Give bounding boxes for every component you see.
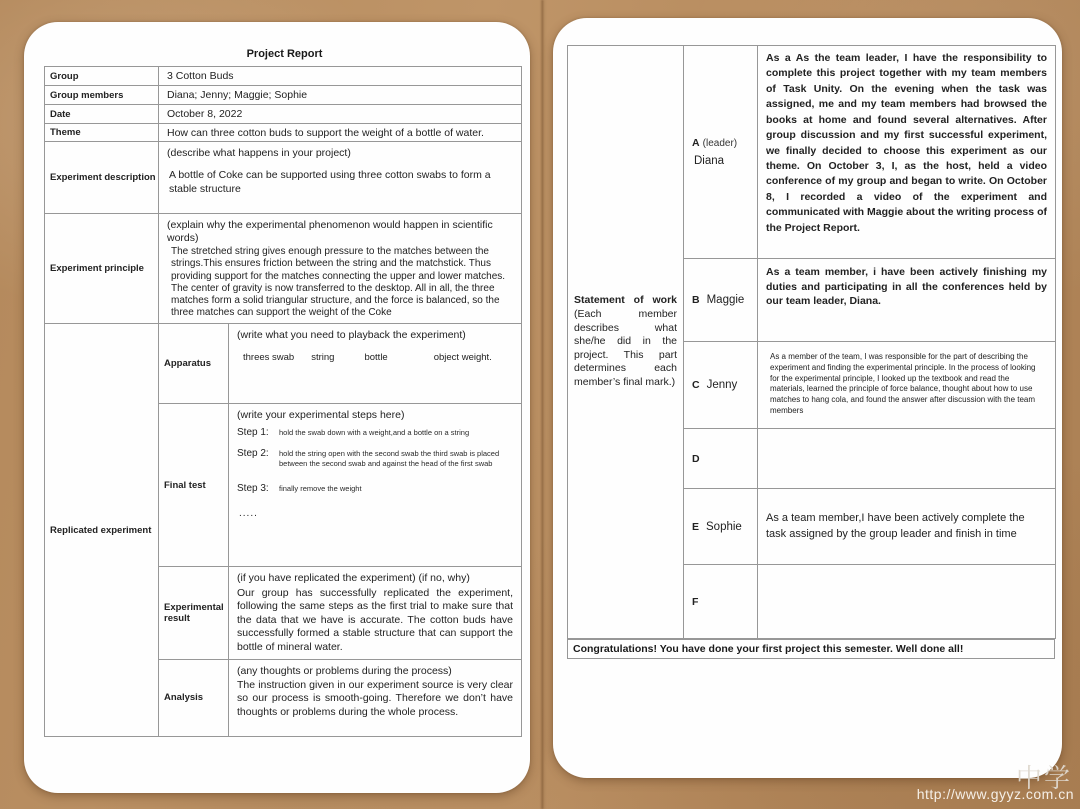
step-label: Step 2:: [237, 448, 269, 459]
member-statement-c: As a member of the team, I was responsible for the part of describing the experiment and finding the experimental principle. In the process of looking for the experimental principle, I looked up the textbook and read the materials, learned the principle of force balance, thought about how to use matches to hang cola, and found the answer after discussion with the team members: [758, 342, 1056, 429]
result-hint: (if you have replicated the experiment) (if no, why): [237, 572, 470, 585]
description-text: A bottle of Coke can be supported using three cotton swabs to form a stable structure: [169, 169, 491, 195]
experiment-principle-cell: [159, 214, 522, 324]
experiment-description-cell: [159, 142, 522, 214]
member-name: Sophie: [706, 520, 742, 533]
member-cell-d: [684, 429, 758, 489]
member-name: Jenny: [706, 379, 738, 391]
member-letter: E: [692, 520, 700, 533]
experimental-result-label: Experimental result: [159, 567, 229, 659]
table-row: [45, 142, 522, 214]
member-letter: C: [692, 379, 700, 391]
experimental-result-cell: [229, 567, 522, 659]
date-label: Date: [45, 105, 159, 124]
member-name: Diana: [694, 155, 725, 167]
table-row: [45, 324, 522, 404]
member-name: Maggie: [706, 294, 745, 306]
steps-ellipsis: .....: [239, 507, 258, 519]
theme-value: How can three cotton buds to support the weight of a bottle of water.: [159, 124, 522, 142]
member-statement-f: [758, 565, 1056, 639]
group-members-value: Diana; Jenny; Maggie; Sophie: [159, 86, 522, 105]
apparatus-item: string: [311, 351, 335, 363]
member-letter: F: [692, 595, 699, 608]
page-title: Project Report: [246, 48, 323, 60]
member-role: (leader): [702, 138, 738, 149]
member-statement-d: [758, 429, 1056, 489]
congratulations-banner: Congratulations! You have done your first project this semester. Well done all!: [567, 639, 1055, 659]
description-hint: (describe what happens in your project): [167, 147, 351, 159]
school-watermark: 中学: [1016, 764, 1073, 794]
member-cell-a: [684, 46, 758, 259]
member-statement-b: As a team member, i have been actively finishing my duties and participating in all the conferences held by our team leader, Diana.: [758, 259, 1056, 342]
table-row: [45, 124, 522, 142]
report-page-left: [24, 22, 530, 793]
member-cell-c: [684, 342, 758, 429]
table-row: [45, 214, 522, 324]
apparatus-items: [237, 352, 513, 364]
member-cell-e: [684, 489, 758, 565]
apparatus-item: threes swab: [243, 351, 295, 363]
member-statement-a: As a As the team leader, I have the responsibility to complete this project together with my team members of Task Unity. On the evening when the task was assigned, me and my team members had browsed the books at home and found several alternatives. After group discussion and my first successful experiment, we finally decided to choose this experiment as our theme. On October 3, I, as the host, held a video conference of my group and began to write. On October 8, I recorded a video of the experiment and communicated with Maggie about the writing process of the Project Report.: [758, 46, 1056, 259]
member-letter: A: [692, 137, 700, 149]
apparatus-item: object weight.: [433, 351, 492, 363]
member-letter: B: [692, 294, 700, 306]
member-cell-b: [684, 259, 758, 342]
member-statement-e: As a team member,I have been actively complete the task assigned by the group leader and finish in time: [758, 489, 1056, 565]
step-text: finally remove the weight: [279, 484, 362, 494]
experiment-step: [237, 483, 513, 496]
group-label: Group: [45, 67, 159, 86]
table-row: [45, 105, 522, 124]
paper-fold-crease: [540, 0, 546, 809]
apparatus-hint: (write what you need to playback the experiment): [237, 329, 466, 342]
experiment-step: [237, 448, 513, 469]
theme-label: Theme: [45, 124, 159, 142]
report-page-right: [553, 18, 1062, 778]
final-test-hint: (write your experimental steps here): [237, 409, 405, 422]
step-text: hold the string open with the second swab the third swab is placed between the second swab and against the head of the first swab: [279, 449, 500, 469]
table-row: [45, 86, 522, 105]
statement-title: Statement of work: [574, 294, 677, 307]
principle-text: The stretched string gives enough pressure to the matches between the strings.This ensures friction between the string and the matchstick. Thus providing support for the matches connecting the upper and lower matches. The center of gravity is now transferred to the desktop. All in all, the three matches form a solid triangular structure, and the force is balanced, so the three matches can support the weight of the Coke: [171, 246, 506, 319]
member-letter: D: [692, 452, 700, 465]
step-text: hold the swab down with a weight,and a bottle on a string: [279, 427, 470, 437]
group-value: 3 Cotton Buds: [159, 67, 522, 86]
analysis-text: The instruction given in our experiment source is very clear so our process is smooth-going. Therefore we don’t have thoughts or problems during the whole process.: [237, 678, 514, 719]
analysis-cell: [229, 659, 522, 736]
apparatus-label: Apparatus: [159, 324, 229, 404]
experiment-principle-label: Experiment principle: [45, 214, 159, 324]
table-row: [45, 67, 522, 86]
project-report-table: [44, 66, 522, 737]
member-row: [568, 46, 1056, 259]
analysis-hint: (any thoughts or problems during the process): [237, 664, 452, 677]
step-label: Step 1:: [237, 426, 269, 438]
result-text: Our group has successfully replicated the experiment, following the same steps as the first trial to make sure that the data that we have is accurate. The cotton buds have successfully formed a stable structure that can support the bottle of mineral water.: [237, 586, 514, 654]
statement-note: (Each member describes what she/he did in the project. This part determines each member’s final mark.): [574, 307, 677, 389]
experiment-description-label: Experiment description: [45, 142, 159, 214]
experiment-step: [237, 427, 513, 440]
principle-hint: (explain why the experimental phenomenon would happen in scientific words): [167, 219, 493, 245]
apparatus-cell: [229, 324, 522, 404]
replicated-experiment-label: Replicated experiment: [45, 324, 159, 736]
member-cell-f: [684, 565, 758, 639]
member-letter-line: [692, 137, 753, 149]
apparatus-item: bottle: [364, 351, 388, 363]
analysis-label: Analysis: [159, 659, 229, 736]
date-value: October 8, 2022: [159, 105, 522, 124]
final-test-cell: [229, 404, 522, 567]
statement-of-work-table: [567, 45, 1056, 639]
step-label: Step 3:: [237, 483, 269, 495]
statement-of-work-cell: [568, 46, 684, 639]
final-test-label: Final test: [159, 404, 229, 567]
website-watermark: http://www.gyyz.com.cn: [916, 786, 1074, 802]
group-members-label: Group members: [45, 86, 159, 105]
